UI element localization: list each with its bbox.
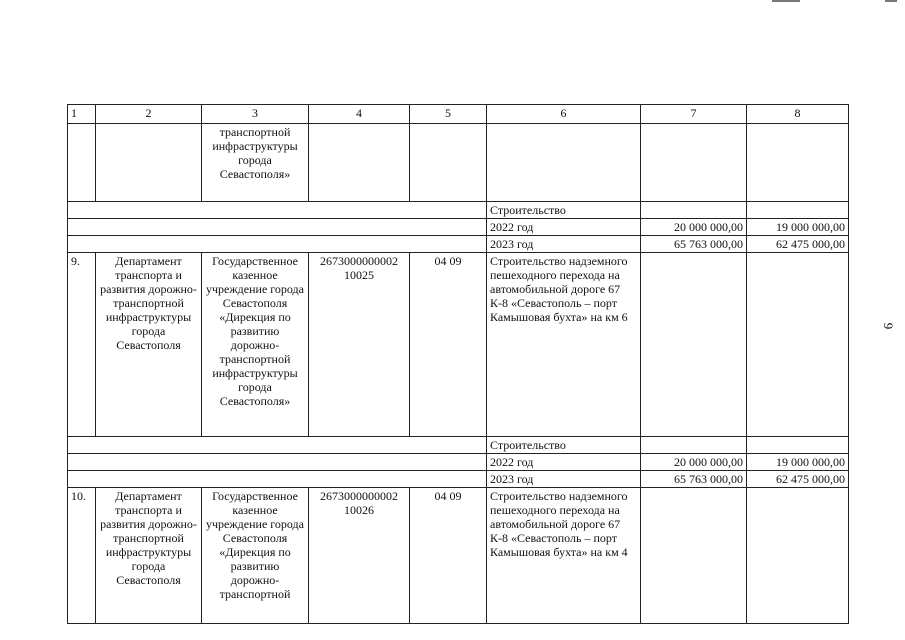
year-label: 2022 год bbox=[487, 219, 641, 236]
header-cell-8: 8 bbox=[747, 105, 849, 124]
cell-object bbox=[487, 124, 641, 202]
year-blank bbox=[68, 471, 487, 488]
construction-label: Строительство bbox=[487, 437, 641, 454]
year-label: 2022 год bbox=[487, 454, 641, 471]
cell-section: 04 09 bbox=[410, 488, 487, 624]
year-value-col8: 62 475 000,00 bbox=[747, 236, 849, 253]
year-value-col7: 65 763 000,00 bbox=[641, 471, 747, 488]
cell-recipient: Государственное казенное учреждение города Севастополя «Дирекция по развитию дорожно-транспортной инфраструктуры города Севастополя» bbox=[202, 253, 309, 437]
cell-number: 10. bbox=[68, 488, 96, 624]
cell-col8 bbox=[747, 253, 849, 437]
header-cell-2: 2 bbox=[96, 105, 202, 124]
cell-section bbox=[410, 124, 487, 202]
construction-label: Строительство bbox=[487, 202, 641, 219]
year-label: 2023 год bbox=[487, 471, 641, 488]
header-cell-4: 4 bbox=[309, 105, 410, 124]
year-label: 2023 год bbox=[487, 236, 641, 253]
header-cell-3: 3 bbox=[202, 105, 309, 124]
year-row bbox=[68, 454, 849, 471]
year-blank bbox=[68, 236, 487, 253]
cell-col7 bbox=[641, 437, 747, 454]
cell-col8 bbox=[747, 437, 849, 454]
cell-object: Строительство надземного пешеходного перехода на автомобильной дороге 67 К-8 «Севастополь – порт Камышовая бухта» на км 4 bbox=[487, 488, 641, 624]
cell-object: Строительство надземного пешеходного перехода на автомобильной дороге 67 К-8 «Севастополь – порт Камышовая бухта» на км 6 bbox=[487, 253, 641, 437]
cell-recipient-continued: транспортной инфраструктуры города Севастополя» bbox=[202, 124, 309, 202]
cell-number: 9. bbox=[68, 253, 96, 437]
cell-col7 bbox=[641, 124, 747, 202]
year-blank bbox=[68, 219, 487, 236]
year-value-col7: 20 000 000,00 bbox=[641, 219, 747, 236]
cell-code: 2673000000002 10026 bbox=[309, 488, 410, 624]
table-row bbox=[68, 124, 849, 202]
cell-col8 bbox=[747, 124, 849, 202]
cell-code bbox=[309, 124, 410, 202]
header-row bbox=[68, 105, 849, 124]
budget-table bbox=[67, 104, 849, 624]
year-value-col8: 19 000 000,00 bbox=[747, 219, 849, 236]
year-value-col7: 20 000 000,00 bbox=[641, 454, 747, 471]
cell-col7 bbox=[641, 202, 747, 219]
cell-section: 04 09 bbox=[410, 253, 487, 437]
year-blank bbox=[68, 454, 487, 471]
construction-blank bbox=[68, 202, 487, 219]
scan-edge-mark bbox=[885, 0, 897, 2]
cell-code: 2673000000002 10025 bbox=[309, 253, 410, 437]
cell-col7 bbox=[641, 488, 747, 624]
construction-row bbox=[68, 437, 849, 454]
header-cell-1: 1 bbox=[68, 105, 96, 124]
header-cell-5: 5 bbox=[410, 105, 487, 124]
cell-department bbox=[96, 124, 202, 202]
cell-col8 bbox=[747, 202, 849, 219]
year-value-col7: 65 763 000,00 bbox=[641, 236, 747, 253]
cell-number bbox=[68, 124, 96, 202]
construction-row bbox=[68, 202, 849, 219]
scan-edge-mark bbox=[772, 0, 800, 2]
cell-col8 bbox=[747, 488, 849, 624]
year-row bbox=[68, 236, 849, 253]
year-value-col8: 62 475 000,00 bbox=[747, 471, 849, 488]
construction-blank bbox=[68, 437, 487, 454]
header-cell-7: 7 bbox=[641, 105, 747, 124]
table-row bbox=[68, 488, 849, 624]
table-row bbox=[68, 253, 849, 437]
year-value-col8: 19 000 000,00 bbox=[747, 454, 849, 471]
cell-recipient: Государственное казенное учреждение города Севастополя «Дирекция по развитию дорожно-транспортной bbox=[202, 488, 309, 624]
year-row bbox=[68, 219, 849, 236]
page-number: 9 bbox=[881, 322, 896, 330]
cell-col7 bbox=[641, 253, 747, 437]
cell-department: Департамент транспорта и развития дорожно-транспортной инфраструктуры города Севастополя bbox=[96, 488, 202, 624]
cell-department: Департамент транспорта и развития дорожно-транспортной инфраструктуры города Севастополя bbox=[96, 253, 202, 437]
header-cell-6: 6 bbox=[487, 105, 641, 124]
year-row bbox=[68, 471, 849, 488]
